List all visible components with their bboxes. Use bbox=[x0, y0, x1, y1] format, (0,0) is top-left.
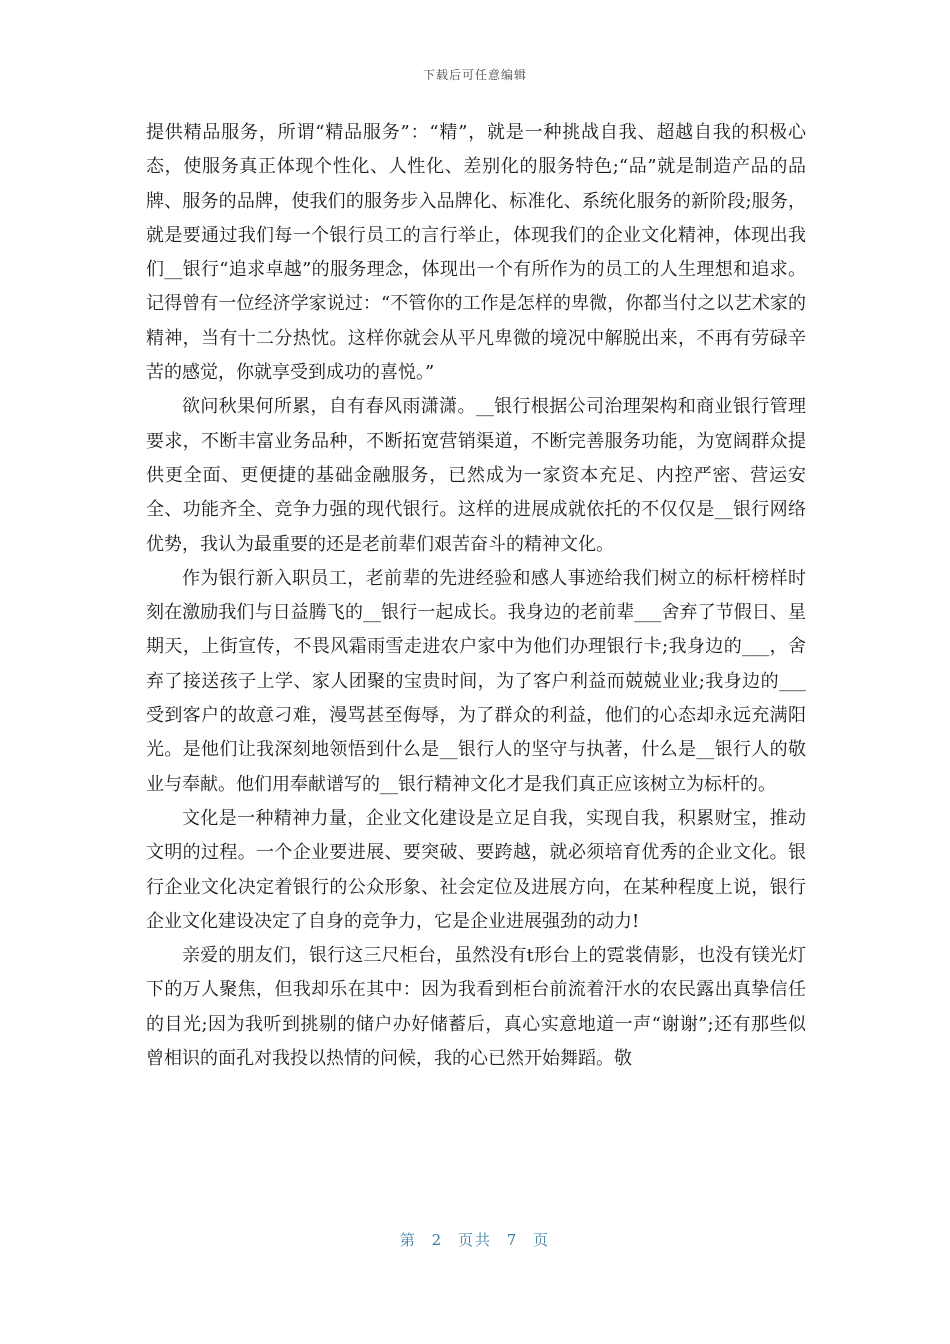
paragraph-2: 欲问秋果何所累，自有春风雨潇潇。__银行根据公司治理架构和商业银行管理要求，不断丰富业务品种，不断拓宽营销渠道，不断完善服务功能，为宽阔群众提供更全面、更便捷的基础金融服务，已然成为一家资本充足、内控严密、营运安全、功能齐全、竞争力强的现代银行。这样的进展成就依托的不仅仅是__银行网络优势，我认为最重要的还是老前辈们艰苦奋斗的精神文化。 bbox=[146, 396, 806, 555]
paragraph-3: 作为银行新入职员工，老前辈的先进经验和感人事迹给我们树立的标杆榜样时刻在激励我们与日益腾飞的__银行一起成长。我身边的老前辈___舍弃了节假日、星期天，上街宣传，不畏风霜雨雪走进农户家中为他们办理银行卡;我身边的___，舍弃了接送孩子上学、家人团聚的宝贵时间，为了客户利益而兢兢业业;我身边的___受到客户的故意刁难，漫骂甚至侮辱，为了群众的利益，他们的心态却永远充满阳光。是他们让我深刻地领悟到什么是__银行人的坚守与执著，什么是__银行人的敬业与奉献。他们用奉献谱写的__银行精神文化才是我们真正应该树立为标杆的。 bbox=[146, 567, 806, 795]
page-number-footer: 第 2 页共 7 页 bbox=[399, 1231, 551, 1249]
paragraph-4: 文化是一种精神力量，企业文化建设是立足自我，实现自我，积累财宝，推动文明的过程。一个企业要进展、要突破、要跨越，就必须培育优秀的企业文化。银行企业文化决定着银行的公众形象、社会定位及进展方向，在某种程度上说，银行企业文化建设决定了自身的竞争力，它是企业进展强劲的动力! bbox=[146, 807, 806, 932]
page-header: 下载后可任意编辑 bbox=[422, 68, 527, 82]
document-body bbox=[146, 116, 806, 1076]
paragraph-5: 亲爱的朋友们，银行这三尺柜台，虽然没有t形台上的霓裳倩影，也没有镁光灯下的万人聚焦，但我却乐在其中：因为我看到柜台前流着汗水的农民露出真挚信任的目光;因为我听到挑剔的储户办好储蓄后，真心实意地道一声“谢谢”;还有那些似曾相识的面孔对我投以热情的问候，我的心已然开始舞蹈。敬 bbox=[146, 945, 806, 1070]
paragraph-1: 提供精品服务，所谓“精品服务”：“精”，就是一种挑战自我、超越自我的积极心态，使服务真正体现个性化、人性化、差别化的服务特色;“品”就是制造产品的品牌、服务的品牌，使我们的服务步入品牌化、标准化、系统化服务的新阶段;服务，就是要通过我们每一个银行员工的言行举止，体现我们的企业文化精神，体现出我们__银行“追求卓越”的服务理念，体现出一个有所作为的员工的人生理想和追求。记得曾有一位经济学家说过：“不管你的工作是怎样的卑微，你都当付之以艺术家的精神，当有十二分热忱。这样你就会从平凡卑微的境况中解脱出来，不再有劳碌辛苦的感觉，你就享受到成功的喜悦。” bbox=[146, 122, 806, 384]
